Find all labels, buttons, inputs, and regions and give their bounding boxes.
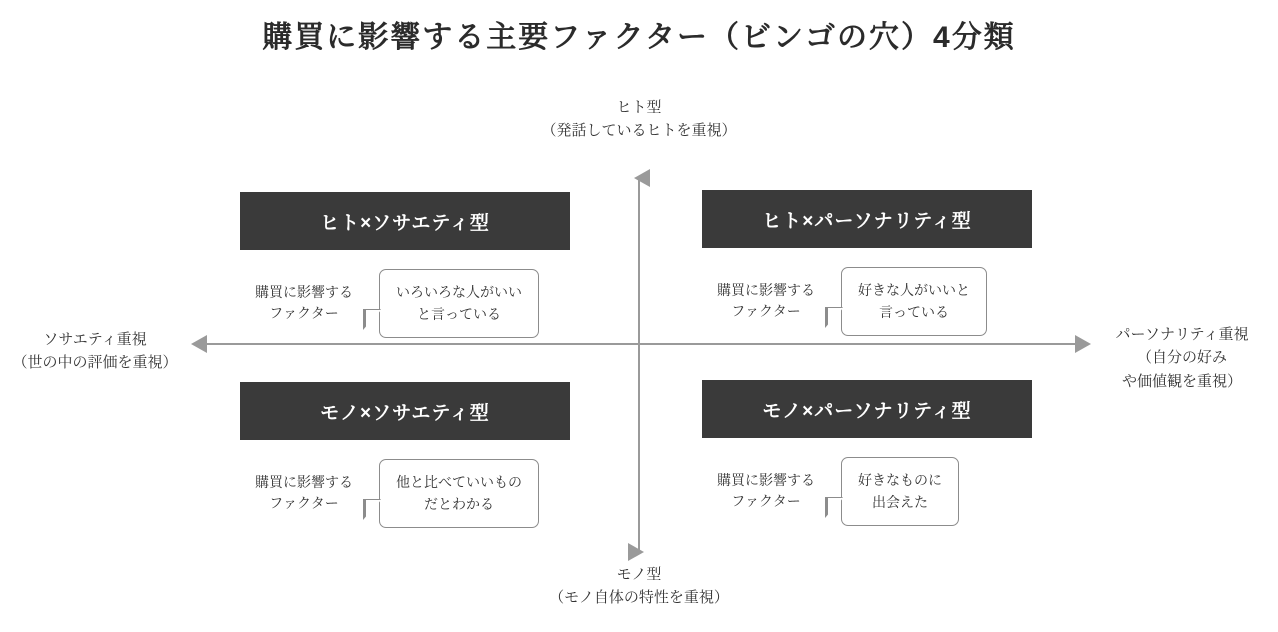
axis-label-bottom-line2: （モノ自体の特性を重視） [549,589,729,607]
quadrant-top-left-body [240,269,570,338]
quadrant-top-left-factor-label [240,282,368,325]
axis-label-top-line1: ヒト型 [616,99,662,116]
axis-label-bottom-line1: モノ型 [616,566,662,583]
bubble-line1: 他と比べていいもの [396,474,522,490]
quadrant-top-right-bubble [841,267,987,336]
axis-label-left [6,328,184,375]
quadrant-top-right-heading: ヒト×パーソナリティ型 [702,190,1032,248]
quadrant-top-right-body [702,267,1032,336]
axis-label-right-line2: （自分の好み [1136,349,1227,367]
quadrant-bottom-left-heading: モノ×ソサエティ型 [240,382,570,440]
axis-label-left-line2: （世の中の評価を重視） [12,354,178,372]
quadrant-top-left-bubble [379,269,539,338]
quadrant-bottom-right-factor-label [702,470,830,513]
axis-label-right-line3: や価値観を重視） [1121,372,1242,390]
factor-label-line1: 購買に影響する [255,283,353,300]
bubble-line1: いろいろな人がいい [396,284,522,300]
quadrant-bottom-left [240,382,570,528]
quadrant-top-left-heading: ヒト×ソサエティ型 [240,192,570,250]
factor-label-line1: 購買に影響する [717,281,815,298]
axis-label-top [0,96,1278,143]
factor-label-line2: ファクター [269,305,339,322]
bubble-line1: 好きなものに [858,472,942,488]
quadrant-bottom-right-bubble [841,457,959,526]
bubble-line1: 好きな人がいいと [858,282,970,298]
factor-label-line2: ファクター [731,303,801,320]
quadrant-bottom-left-factor-label [240,472,368,515]
quadrant-bottom-left-bubble [379,459,539,528]
quadrant-bottom-left-body [240,459,570,528]
bubble-line2: 出会えた [872,494,928,511]
bubble-line2: だとわかる [424,496,494,513]
quadrant-bottom-right-body [702,457,1032,526]
page-title: 購買に影響する主要ファクター（ビンゴの穴）4分類 [262,21,1016,54]
factor-label-line2: ファクター [269,495,339,512]
factor-label-line1: 購買に影響する [717,471,815,488]
quadrant-bottom-right [702,380,1032,526]
axis-label-top-line2: （発話しているヒトを重視） [541,122,737,140]
quadrant-top-right-factor-label [702,280,830,323]
quadrant-bottom-right-heading: モノ×パーソナリティ型 [702,380,1032,438]
bubble-line2: 言っている [879,304,949,321]
axis-label-right-line1: パーソナリティ重視 [1115,326,1249,343]
axis-label-right [1092,323,1272,393]
quadrant-top-left [240,192,570,338]
quadrant-top-right [702,190,1032,336]
axis-label-bottom [0,563,1278,610]
bubble-line2: と言っている [417,306,501,323]
axis-label-left-line1: ソサエティ重視 [43,331,147,348]
factor-label-line2: ファクター [731,493,801,510]
factor-label-line1: 購買に影響する [255,473,353,490]
